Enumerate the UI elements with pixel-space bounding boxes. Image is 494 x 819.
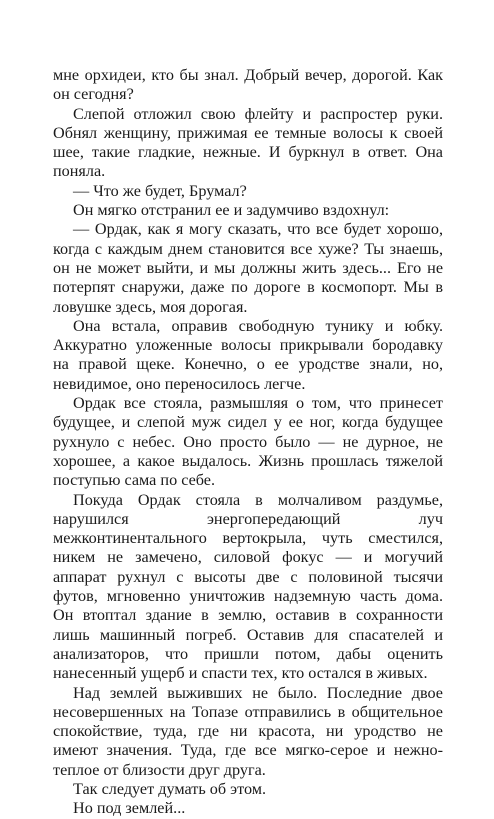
paragraph-3: — Что же будет, Брумал? [73, 181, 247, 200]
paragraph-9: Над землей выживших не было. Последние двое несовершенных на Топазе отправились в общительное спокойствие, туда, где ни красота, ни уродство не имеют значения. Туда, где все мягко-серое и нежно-теплое от близости друг друга. [53, 683, 443, 779]
paragraph-8: Покуда Ордак стояла в молчаливом раздумье, нарушился энергопередающий луч межконтинентального вертокрыла, чуть сместился, никем не замечено, силовой фокус — и могучий аппарат рухнул с высоты две с половиной тысячи футов, мгновенно уничтожив надземную часть дома. Он втоптал здание в землю, оставив в сохранности лишь машинный погреб. Оставив для спасателей и анализаторов, что пришли потом, дабы оценить нанесенный ущерб и спасти тех, кто остался в живых. [53, 490, 443, 683]
paragraph-2: Слепой отложил свою флейту и распростер руки. Обнял женщину, прижимая ее темные волосы к своей шее, такие гладкие, нежные. И буркнул в ответ. Она поняла. [53, 104, 443, 181]
book-page [53, 66, 443, 819]
paragraph-11: Но под землей... [73, 799, 186, 818]
paragraph-10: Так следует думать об этом. [73, 779, 267, 798]
paragraph-1: мне орхидеи, кто бы знал. Добрый вечер, дорогой. Как он сегодня? [53, 66, 443, 104]
paragraph-6: Она встала, оправив свободную тунику и юбку. Аккуратно уложенные волосы прикрывали бородавку на правой щеке. Конечно, о ее уродстве знали, но, невидимое, оно переносилось легче. [53, 316, 443, 393]
paragraph-4: Он мягко отстранил ее и задумчиво вздохнул: [73, 201, 390, 220]
paragraph-5: — Ордак, как я могу сказать, что все будет хорошо, когда с каждым днем становится все хуже? Ты знаешь, он не может выйти, и мы должны жить здесь... Его не потерпят снаружи, даже по дороге в космопорт. Мы в ловушке здесь, моя дорогая. [53, 220, 443, 316]
paragraph-7: Ордак все стояла, размышляя о том, что принесет будущее, и слепой муж сидел у ее ног, когда будущее рухнуло с небес. Оно просто было — не дурное, не хорошее, а какое выдалось. Жизнь прошлась тяжелой поступью сама по себе. [53, 394, 443, 490]
